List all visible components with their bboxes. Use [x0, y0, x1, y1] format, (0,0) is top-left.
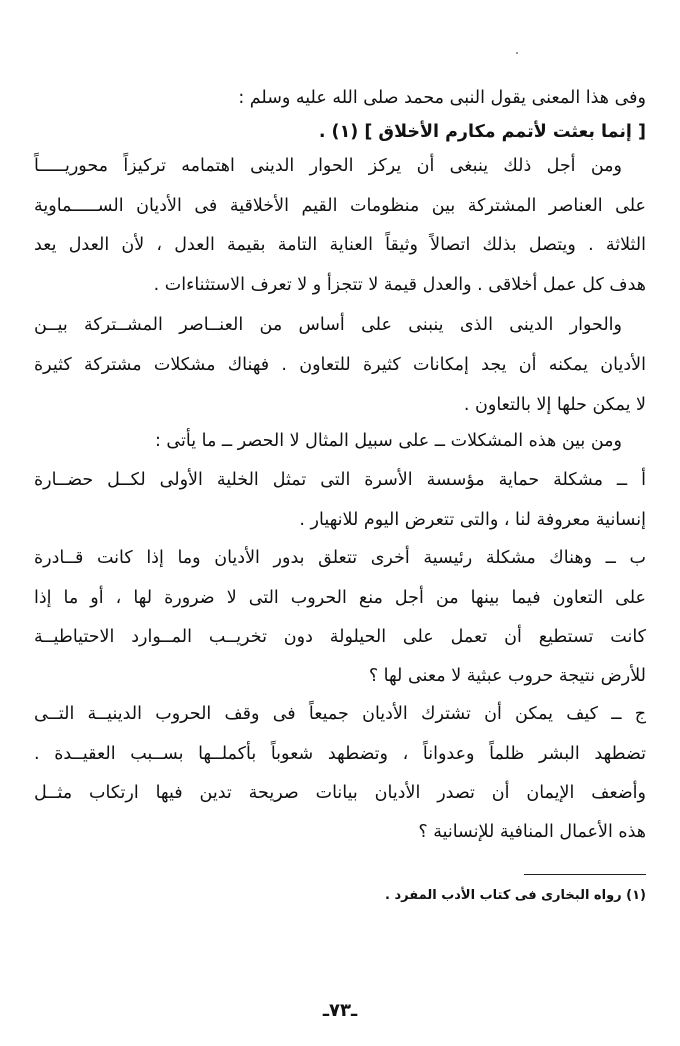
- list-item-a-line-2: إنسانية معروفة لنا ، والتى تتعرض اليوم للانهيار .: [299, 510, 646, 530]
- text-line-8: الأديان يمكنه أن يجد إمكانات كثيرة للتعاون . فهناك مشكلات مشتركة كثيرة: [34, 355, 646, 375]
- page-number: ـ٧٣ـ: [322, 1000, 358, 1021]
- text-line-9: لا يمكن حلها إلا بالتعاون .: [463, 395, 646, 415]
- scan-speck: [516, 52, 518, 54]
- footnote: (١) رواه البخارى فى كتاب الأدب المفرد .: [385, 888, 646, 903]
- list-item-c-line-2: تضطهد البشر ظلماً وعدواناً ، وتضطهد شعوباً بأكملــها بســبب العقيــدة .: [34, 744, 646, 764]
- hadith-quote-line: [ إنما بعثت لأتمم مكارم الأخلاق ] (١) .: [318, 122, 646, 142]
- list-item-b-line-4: للأرض نتيجة حروب عبثية لا معنى لها ؟: [368, 666, 646, 686]
- text-line-1: وفى هذا المعنى يقول النبى محمد صلى الله عليه وسلم :: [238, 88, 646, 108]
- list-item-a-line-1: أ ــ مشكلة حماية مؤسسة الأسرة التى تمثل الخلية الأولى لكــل حضــارة: [34, 470, 646, 490]
- text-line-5: الثلاثة . ويتصل بذلك اتصالاً وثيقاً العناية التامة بقيمة العدل ، لأن العدل يعد: [34, 235, 646, 255]
- list-item-b-line-3: كانت تستطيع أن تعمل على الحيلولة دون تخريــب المــوارد الاحتياطيــة: [34, 627, 646, 647]
- text-line-3: ومن أجل ذلك ينبغى أن يركز الحوار الدينى اهتمامه تركيزاً محوريـــــاً: [34, 156, 622, 176]
- list-item-c-line-4: هذه الأعمال المنافية للإنسانية ؟: [418, 822, 646, 842]
- list-item-c-line-1: ج ــ كيف يمكن أن تشترك الأديان جميعاً فى وقف الحروب الدينيــة التــى: [34, 704, 646, 724]
- text-line-4: على العناصر المشتركة بين منظومات القيم الأخلاقية فى الأديان الســـــماوية: [34, 196, 646, 216]
- footnote-separator: [524, 874, 646, 875]
- text-line-10: ومن بين هذه المشكلات ــ على سبيل المثال لا الحصر ــ ما يأتى :: [154, 431, 622, 451]
- list-item-b-line-2: على التعاون فيما بينها من أجل منع الحروب التى لا ضرورة لها ، أو ما إذا: [34, 588, 646, 608]
- text-line-6: هدف كل عمل أخلاقى . والعدل قيمة لا تتجزأ و لا تعرف الاستثناءات .: [153, 275, 646, 295]
- list-item-b-line-1: ب ــ وهناك مشكلة رئيسية أخرى تتعلق بدور الأديان وما إذا كانت قــادرة: [34, 548, 646, 568]
- text-line-7: والحوار الدينى الذى ينبنى على أساس من العنــاصر المشــتركة بيــن: [34, 315, 622, 335]
- list-item-c-line-3: وأضعف الإيمان أن تصدر الأديان بيانات صريحة تدين فيها ارتكاب مثــل: [34, 783, 646, 803]
